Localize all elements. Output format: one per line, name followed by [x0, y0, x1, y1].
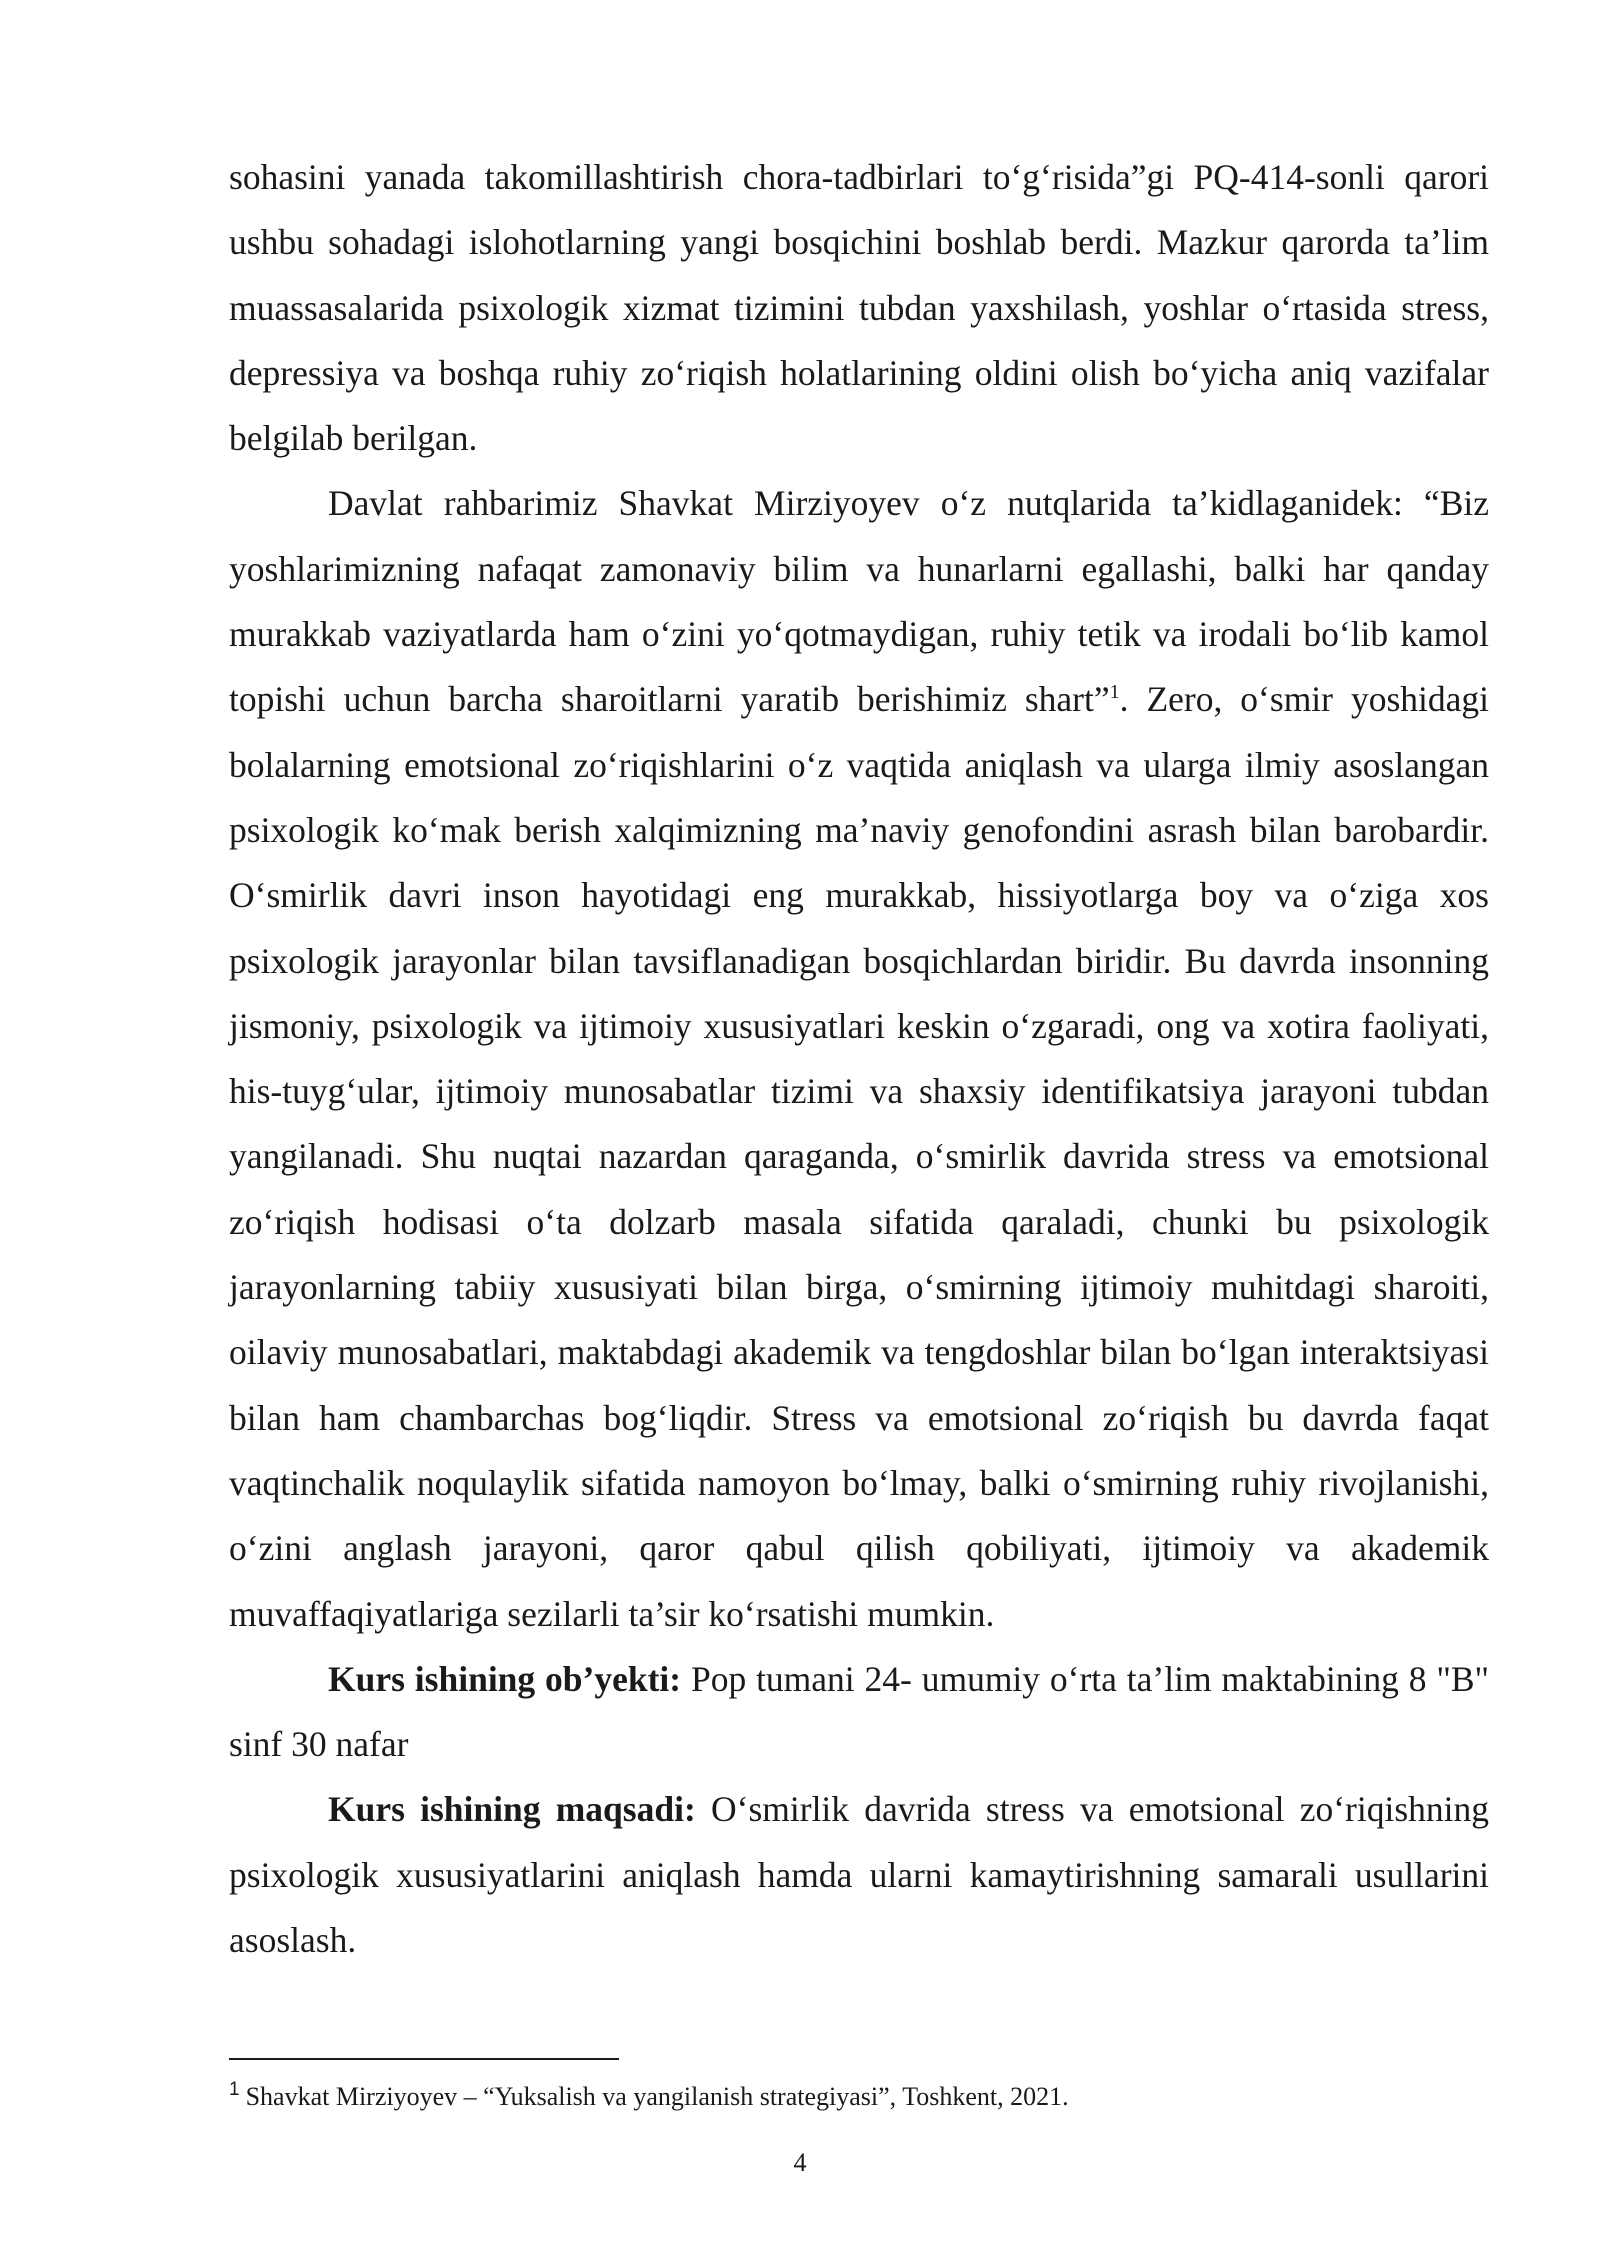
paragraph-2-text-after: . Zero, o‘smir yoshidagi bolalarning emotsional zo‘riqishlarini o‘z vaqtida aniqlash va ularga ilmiy asoslangan psixologik ko‘mak berish xalqimizning ma’naviy genofondini asrash bilan barobardir. O‘smirlik davri inson hayotidagi eng murakkab, hissiyotlarga boy va o‘ziga xos psixologik jarayonlar bilan tavsiflanadigan bosqichlardan biridir. Bu davrda insonning jismoniy, psixologik va ijtimoiy xususiyatlari keskin o‘zgaradi, ong va xotira faoliyati, his-tuyg‘ular, ijtimoiy munosabatlar tizimi va shaxsiy identifikatsiya jarayoni tubdan yangilanadi. Shu nuqtai nazardan qaraganda, o‘smirlik davrida stress va emotsional zo‘riqish hodisasi o‘ta dolzarb masala sifatida qaraladi, chunki bu psixologik jarayonlarning tabiiy xususiyati bilan birga, o‘smirning ijtimoiy muhitdagi sharoiti, oilaviy munosabatlari, maktabdagi akademik va tengdoshlar bilan bo‘lgan interaktsiyasi bilan ham chambarchas bog‘liqdir. Stress va emotsional zo‘riqish bu davrda faqat vaqtinchalik noqulaylik sifatida namoyon bo‘lmay, balki o‘smirning ruhiy rivojlanishi, o‘zini anglash jarayoni, qaror qabul qilish qobiliyati, ijtimoiy va akademik muvaffaqiyatlariga sezilarli ta’sir ko‘rsatishi mumkin.: [229, 679, 1490, 1634]
footnote-text: Shavkat Mirziyoyev – “Yuksalish va yangilanish strategiyasi”, Toshkent, 2021.: [245, 2082, 1069, 2111]
page-number: 4: [793, 2148, 807, 2177]
goal-paragraph: [229, 1777, 1489, 1973]
paragraph-2: [229, 471, 1489, 1646]
footnote-separator: [229, 2058, 619, 2060]
footnote-reference: 1: [1109, 681, 1120, 704]
paragraph-2-text-before: Davlat rahbarimiz Shavkat Mirziyoyev o‘z nutqlarida ta’kidlaganidek: “Biz yoshlarimizning nafaqat zamonaviy bilim va hunarlarni egallashi, balki har qanday murakkab vaziyatlarda ham o‘zini yo‘qotmaydigan, ruhiy tetik va irodali bo‘lib kamol topishi uchun barcha sharoitlarni yaratib berishimiz shart”: [229, 483, 1489, 720]
object-text: Pop tumani 24- umumiy o‘rta ta’lim maktabining 8 "B" sinf 30 nafar: [229, 1658, 1490, 1765]
paragraph-1: sohasini yanada takomillashtirish chora-tadbirlari to‘g‘risida”gi PQ-414-sonli qarori ushbu sohadagi islohotlarning yangi bosqichini boshlab berdi. Mazkur qarorda ta’lim muassasalarida psixologik xizmat tizimini tubdan yaxshilash, yoshlar o‘rtasida stress, depressiya va boshqa ruhiy zo‘riqish holatlarining oldini olish bo‘yicha aniq vazifalar belgilab berilgan.: [229, 157, 1489, 459]
footnote: [229, 2080, 1489, 2114]
object-label: Kurs ishining ob’yekti:: [328, 1658, 682, 1699]
goal-text: O‘smirlik davrida stress va emotsional zo‘riqishning psixologik xususiyatlarini aniqlash hamda ularni kamaytirishning samarali usullarini asoslash.: [229, 1789, 1490, 1961]
footnote-number: 1: [229, 2079, 240, 2101]
object-paragraph: [229, 1647, 1489, 1778]
goal-label: Kurs ishining maqsadi:: [328, 1789, 696, 1830]
page-body: [229, 145, 1489, 1973]
